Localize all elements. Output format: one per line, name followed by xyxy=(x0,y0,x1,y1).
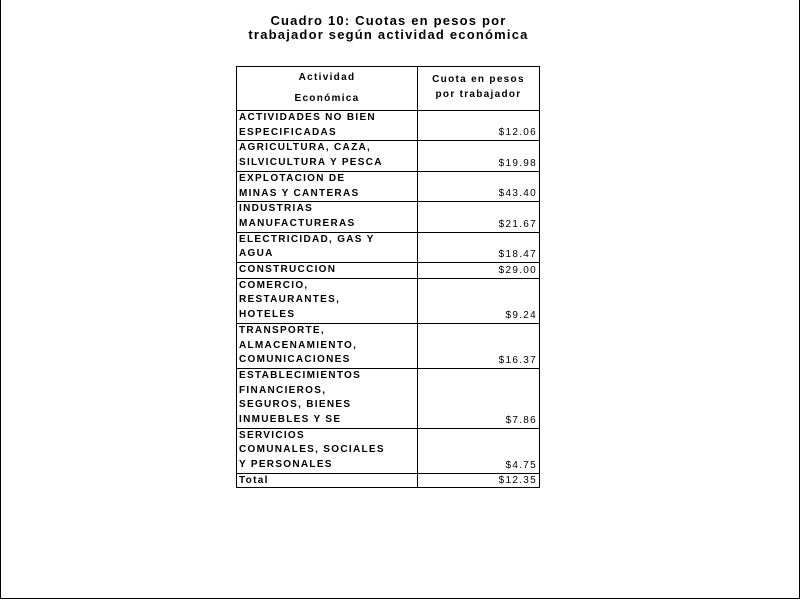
activity-line: ESTABLECIMIENTOS xyxy=(239,369,362,381)
activity-line: SERVICIOS xyxy=(239,429,305,441)
title-line-2: trabajador según actividad económica xyxy=(248,27,529,42)
table-row xyxy=(237,323,540,368)
activity-cell xyxy=(237,323,418,368)
title-line-1: Cuadro 10: Cuotas en pesos por xyxy=(270,13,507,28)
table-row xyxy=(237,232,540,262)
activity-cell xyxy=(237,368,418,428)
quota-value-cell: $7.86 xyxy=(418,368,540,428)
activity-line: ESPECIFICADAS xyxy=(239,126,338,138)
activity-line: RESTAURANTES, xyxy=(239,294,341,306)
activity-line: COMUNALES, SOCIALES xyxy=(239,444,385,456)
activity-line: INDUSTRIAS xyxy=(239,203,314,215)
quota-value-cell: $9.24 xyxy=(418,278,540,323)
activity-line: Y PERSONALES xyxy=(239,459,333,471)
header-quota xyxy=(418,67,540,111)
table-row xyxy=(237,171,540,201)
activity-line: FINANCIEROS, xyxy=(239,384,327,396)
activity-cell xyxy=(237,278,418,323)
activity-line: HOTELES xyxy=(239,309,296,321)
activity-line: MINAS Y CANTERAS xyxy=(239,187,360,199)
activity-line: INMUEBLES Y SE xyxy=(239,414,342,426)
activity-cell xyxy=(237,232,418,262)
activity-line: ELECTRICIDAD, GAS Y xyxy=(239,233,375,245)
quota-value-cell: $18.47 xyxy=(418,232,540,262)
activity-cell xyxy=(237,111,418,141)
table-row xyxy=(237,368,540,428)
total-value: $12.35 xyxy=(418,473,540,487)
activity-line: CONSTRUCCION xyxy=(239,264,337,276)
activity-line: ALMACENAMIENTO, xyxy=(239,339,358,351)
header-activity-line1: Actividad xyxy=(298,72,356,83)
activity-line: COMUNICACIONES xyxy=(239,354,351,366)
header-quota-line2: por trabajador xyxy=(435,89,522,100)
quota-value-cell: $29.00 xyxy=(418,263,540,279)
activity-line: SILVICULTURA Y PESCA xyxy=(239,157,383,169)
activity-cell xyxy=(237,141,418,171)
activity-line: TRANSPORTE, xyxy=(239,324,325,336)
table-body xyxy=(237,111,540,488)
table-row xyxy=(237,141,540,171)
header-quota-line1: Cuota en pesos xyxy=(432,74,525,85)
activity-cell xyxy=(237,263,418,279)
header-activity-line2: Económica xyxy=(294,93,360,104)
total-label: Total xyxy=(237,473,418,487)
total-row xyxy=(237,473,540,487)
activity-line: MANUFACTURERAS xyxy=(239,217,356,229)
table-row xyxy=(237,111,540,141)
quota-value-cell: $21.67 xyxy=(418,202,540,232)
activity-line: AGRICULTURA, CAZA, xyxy=(239,142,372,154)
activity-line: ACTIVIDADES NO BIEN xyxy=(239,112,376,123)
quota-value-cell: $4.75 xyxy=(418,428,540,473)
activity-line: EXPLOTACION DE xyxy=(239,172,346,184)
table-row xyxy=(237,202,540,232)
quota-value-cell: $43.40 xyxy=(418,171,540,201)
header-activity xyxy=(237,67,418,111)
activity-line: SEGUROS, BIENES xyxy=(239,399,352,411)
table-row xyxy=(237,278,540,323)
activity-cell xyxy=(237,428,418,473)
quota-table xyxy=(236,66,540,488)
table-row xyxy=(237,428,540,473)
header-row xyxy=(237,67,540,111)
table-row xyxy=(237,263,540,279)
activity-line: COMERCIO, xyxy=(239,279,309,291)
activity-cell xyxy=(237,202,418,232)
quota-value-cell: $12.06 xyxy=(418,111,540,141)
quota-value-cell: $19.98 xyxy=(418,141,540,171)
activity-line: AGUA xyxy=(239,248,274,260)
quota-value-cell: $16.37 xyxy=(418,323,540,368)
activity-cell xyxy=(237,171,418,201)
table-title xyxy=(236,14,541,42)
